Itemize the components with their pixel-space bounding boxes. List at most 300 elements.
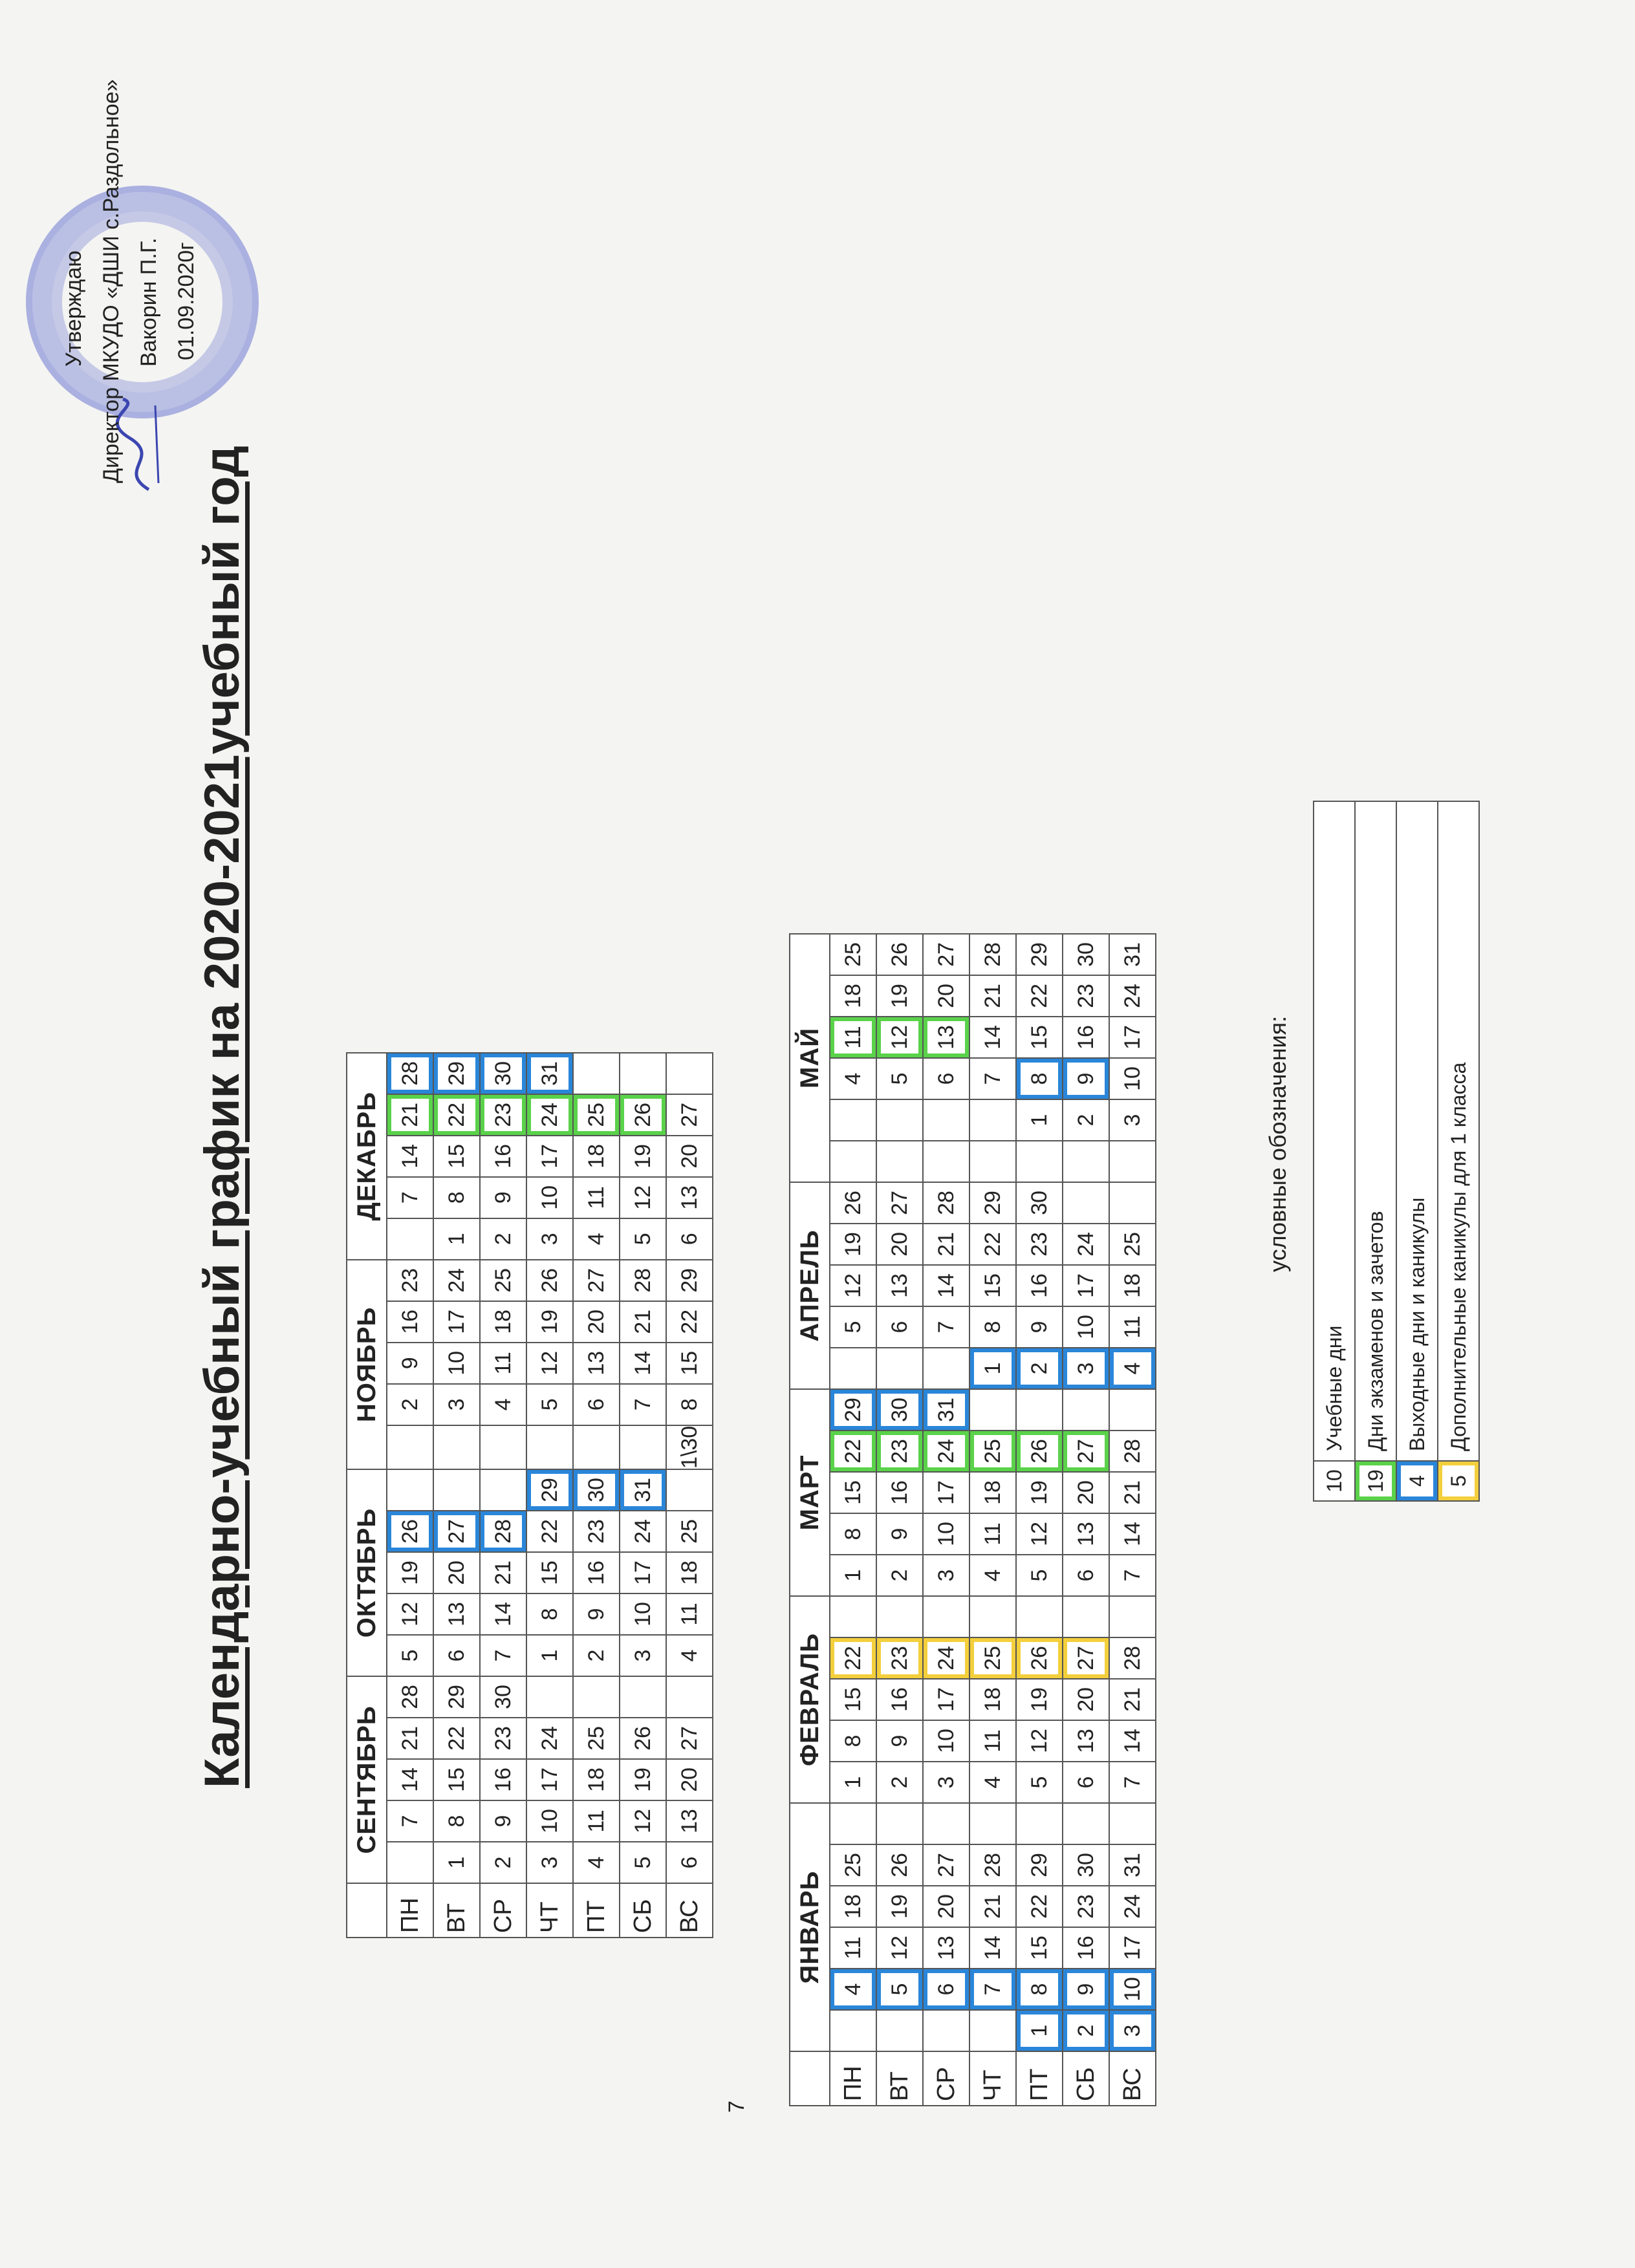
date-cell: 20 — [923, 975, 969, 1017]
month-header: ФЕВРАЛЬ — [790, 1596, 830, 1803]
date-cell — [480, 1425, 526, 1469]
date-cell: 2 — [573, 1635, 620, 1676]
date-cell: 28 — [1109, 1637, 1156, 1679]
weekday-label: ЧТ — [526, 1883, 573, 1938]
date-cell: 28 — [1109, 1431, 1156, 1472]
date-cell — [526, 1676, 573, 1718]
date-cell: 30 — [480, 1053, 526, 1094]
date-cell: 5 — [876, 1969, 923, 2010]
date-cell: 26 — [830, 1182, 876, 1224]
date-cell: 14 — [1109, 1513, 1156, 1555]
date-cell: 23 — [387, 1260, 433, 1301]
date-cell — [480, 1469, 526, 1511]
date-cell: 23 — [573, 1511, 620, 1552]
date-cell — [1063, 1141, 1109, 1182]
date-cell: 5 — [876, 1058, 923, 1099]
date-cell: 26 — [526, 1260, 573, 1301]
date-cell — [876, 1348, 923, 1389]
date-cell: 27 — [573, 1260, 620, 1301]
date-cell — [923, 1596, 969, 1637]
week-row — [876, 934, 923, 2106]
date-cell — [433, 1425, 480, 1469]
date-cell: 9 — [480, 1800, 526, 1842]
date-cell: 22 — [1016, 1886, 1063, 1927]
date-cell: 29 — [969, 1182, 1016, 1224]
legend-caption: условные обозначения: — [1264, 1015, 1291, 1272]
date-cell: 22 — [526, 1511, 573, 1552]
date-cell: 15 — [1016, 1927, 1063, 1969]
weekday-label: СР — [480, 1883, 526, 1938]
legend-sample: 19 — [1355, 1461, 1396, 1501]
date-cell: 30 — [480, 1676, 526, 1718]
date-cell: 23 — [876, 1431, 923, 1472]
date-cell: 25 — [573, 1094, 620, 1136]
date-cell: 16 — [876, 1472, 923, 1513]
date-cell: 27 — [433, 1511, 480, 1552]
date-cell: 12 — [620, 1800, 666, 1842]
date-cell: 27 — [876, 1182, 923, 1224]
date-cell — [876, 1803, 923, 1844]
date-cell: 6 — [1063, 1555, 1109, 1596]
date-cell: 24 — [1109, 1886, 1156, 1927]
date-cell: 17 — [526, 1759, 573, 1800]
date-cell: 22 — [969, 1224, 1016, 1265]
page-number: 7 — [724, 2101, 749, 2113]
date-cell: 9 — [876, 1513, 923, 1555]
date-cell — [1109, 1182, 1156, 1224]
date-cell: 21 — [1109, 1679, 1156, 1720]
date-cell: 16 — [1016, 1265, 1063, 1306]
month-header: ДЕКАБРЬ — [347, 1053, 387, 1260]
date-cell: 28 — [387, 1053, 433, 1094]
date-cell: 15 — [433, 1136, 480, 1177]
date-cell — [573, 1425, 620, 1469]
date-cell: 27 — [923, 934, 969, 975]
date-cell: 4 — [830, 1969, 876, 2010]
page-title: Календарно-учебный график на 2020-2021учебный год — [195, 446, 250, 1788]
date-cell: 14 — [387, 1136, 433, 1177]
date-cell: 4 — [573, 1218, 620, 1260]
date-cell — [830, 2010, 876, 2051]
date-cell — [830, 1596, 876, 1637]
date-cell — [923, 1099, 969, 1141]
date-cell: 24 — [620, 1511, 666, 1552]
date-cell: 17 — [433, 1301, 480, 1343]
date-cell: 30 — [1016, 1182, 1063, 1224]
date-cell — [830, 1803, 876, 1844]
date-cell: 18 — [573, 1759, 620, 1800]
date-cell: 3 — [1109, 2010, 1156, 2051]
week-row — [666, 1053, 713, 1938]
month-header: АПРЕЛЬ — [790, 1182, 830, 1389]
date-cell: 12 — [1016, 1513, 1063, 1555]
date-cell: 25 — [830, 934, 876, 975]
date-cell: 10 — [620, 1593, 666, 1635]
date-cell: 2 — [1063, 2010, 1109, 2051]
date-cell: 26 — [1016, 1431, 1063, 1472]
legend-label: Дни экзаменов и зачетов — [1355, 801, 1396, 1461]
date-cell — [969, 1803, 1016, 1844]
date-cell: 11 — [480, 1343, 526, 1384]
date-cell: 7 — [480, 1635, 526, 1676]
date-cell: 29 — [433, 1053, 480, 1094]
date-cell: 5 — [526, 1384, 573, 1425]
date-cell: 31 — [923, 1389, 969, 1431]
date-cell: 2 — [387, 1384, 433, 1425]
date-cell: 24 — [433, 1260, 480, 1301]
date-cell: 6 — [666, 1842, 713, 1883]
date-cell: 11 — [830, 1017, 876, 1058]
header-corner-cell — [790, 2051, 830, 2106]
date-cell: 27 — [1063, 1431, 1109, 1472]
date-cell: 1 — [526, 1635, 573, 1676]
weekday-label: ПН — [830, 2051, 876, 2106]
date-cell: 15 — [1016, 1017, 1063, 1058]
date-cell: 12 — [830, 1265, 876, 1306]
week-row — [480, 1053, 526, 1938]
date-cell — [969, 1389, 1016, 1431]
date-cell: 6 — [1063, 1762, 1109, 1803]
month-header: МАРТ — [790, 1389, 830, 1596]
date-cell: 1 — [1016, 1099, 1063, 1141]
date-cell: 23 — [1016, 1224, 1063, 1265]
date-cell: 3 — [923, 1762, 969, 1803]
date-cell: 25 — [573, 1718, 620, 1759]
date-cell: 10 — [526, 1177, 573, 1218]
date-cell: 8 — [526, 1593, 573, 1635]
date-cell — [387, 1842, 433, 1883]
date-cell: 16 — [573, 1552, 620, 1593]
date-cell: 4 — [969, 1762, 1016, 1803]
week-row — [1109, 934, 1156, 2106]
date-cell: 2 — [876, 1762, 923, 1803]
approval-line-4: 01.09.2020г — [174, 242, 199, 360]
week-row — [620, 1053, 666, 1938]
month-header: ЯНВАРЬ — [790, 1803, 830, 2051]
date-cell: 20 — [666, 1759, 713, 1800]
date-cell: 28 — [480, 1511, 526, 1552]
date-cell: 1 — [433, 1218, 480, 1260]
week-row — [433, 1053, 480, 1938]
legend-row — [1438, 801, 1479, 1501]
month-header: МАЙ — [790, 934, 830, 1182]
date-cell: 3 — [433, 1384, 480, 1425]
date-cell: 9 — [387, 1343, 433, 1384]
week-row — [830, 934, 876, 2106]
date-cell — [923, 1141, 969, 1182]
date-cell: 1 — [1016, 2010, 1063, 2051]
date-cell: 19 — [830, 1224, 876, 1265]
date-cell: 27 — [666, 1094, 713, 1136]
date-cell: 31 — [526, 1053, 573, 1094]
date-cell — [573, 1053, 620, 1094]
date-cell: 16 — [480, 1759, 526, 1800]
date-cell: 8 — [666, 1384, 713, 1425]
date-cell: 29 — [1016, 934, 1063, 975]
legend-label: Учебные дни — [1314, 801, 1355, 1461]
date-cell: 17 — [1063, 1265, 1109, 1306]
legend-row — [1396, 801, 1438, 1501]
date-cell: 8 — [830, 1513, 876, 1555]
date-cell: 11 — [969, 1513, 1016, 1555]
date-cell: 17 — [923, 1679, 969, 1720]
date-cell: 18 — [969, 1679, 1016, 1720]
date-cell: 25 — [969, 1431, 1016, 1472]
date-cell: 3 — [1109, 1099, 1156, 1141]
date-cell — [1016, 1803, 1063, 1844]
date-cell — [387, 1425, 433, 1469]
date-cell — [666, 1469, 713, 1511]
date-cell: 4 — [666, 1635, 713, 1676]
date-cell: 12 — [387, 1593, 433, 1635]
date-cell: 26 — [876, 1844, 923, 1886]
date-cell: 28 — [923, 1182, 969, 1224]
date-cell: 5 — [1016, 1555, 1063, 1596]
date-cell: 24 — [1063, 1224, 1109, 1265]
date-cell — [1109, 1803, 1156, 1844]
date-cell: 15 — [433, 1759, 480, 1800]
date-cell: 15 — [830, 1679, 876, 1720]
weekday-label: ПТ — [1016, 2051, 1063, 2106]
date-cell — [876, 1596, 923, 1637]
date-cell: 14 — [387, 1759, 433, 1800]
date-cell: 30 — [1063, 934, 1109, 975]
date-cell: 18 — [480, 1301, 526, 1343]
date-cell: 13 — [923, 1017, 969, 1058]
date-cell: 14 — [480, 1593, 526, 1635]
date-cell: 28 — [387, 1676, 433, 1718]
date-cell: 7 — [969, 1058, 1016, 1099]
date-cell: 28 — [969, 1844, 1016, 1886]
date-cell — [1063, 1389, 1109, 1431]
date-cell: 31 — [620, 1469, 666, 1511]
date-cell: 10 — [1109, 1969, 1156, 2010]
date-cell: 3 — [620, 1635, 666, 1676]
date-cell: 8 — [969, 1306, 1016, 1348]
date-cell: 19 — [1016, 1679, 1063, 1720]
date-cell: 26 — [876, 934, 923, 975]
approval-line-1: Утверждаю — [61, 250, 86, 367]
date-cell: 5 — [1016, 1762, 1063, 1803]
date-cell: 6 — [573, 1384, 620, 1425]
month-header: НОЯБРЬ — [347, 1260, 387, 1469]
date-cell: 2 — [480, 1842, 526, 1883]
date-cell: 30 — [876, 1389, 923, 1431]
date-cell — [387, 1218, 433, 1260]
date-cell: 13 — [876, 1265, 923, 1306]
date-cell: 18 — [573, 1136, 620, 1177]
header-corner-cell — [347, 1883, 387, 1938]
date-cell: 4 — [480, 1384, 526, 1425]
date-cell: 2 — [480, 1218, 526, 1260]
date-cell: 30 — [1063, 1844, 1109, 1886]
date-cell: 17 — [526, 1136, 573, 1177]
date-cell: 13 — [573, 1343, 620, 1384]
date-cell: 19 — [387, 1552, 433, 1593]
date-cell: 16 — [480, 1136, 526, 1177]
legend-row — [1314, 801, 1355, 1501]
date-cell: 7 — [1109, 1555, 1156, 1596]
date-cell: 18 — [666, 1552, 713, 1593]
date-cell: 14 — [969, 1017, 1016, 1058]
week-row — [387, 1053, 433, 1938]
date-cell — [969, 1099, 1016, 1141]
date-cell: 22 — [666, 1301, 713, 1343]
date-cell: 9 — [1063, 1058, 1109, 1099]
date-cell: 6 — [876, 1306, 923, 1348]
date-cell: 9 — [1063, 1969, 1109, 2010]
date-cell: 11 — [1109, 1306, 1156, 1348]
date-cell: 17 — [923, 1472, 969, 1513]
date-cell: 6 — [923, 1058, 969, 1099]
date-cell: 26 — [620, 1094, 666, 1136]
date-cell: 1 — [830, 1762, 876, 1803]
date-cell — [1109, 1389, 1156, 1431]
date-cell: 24 — [923, 1637, 969, 1679]
date-cell: 21 — [969, 975, 1016, 1017]
weekday-label: СБ — [620, 1883, 666, 1938]
date-cell: 10 — [433, 1343, 480, 1384]
date-cell: 1 — [830, 1555, 876, 1596]
date-cell: 29 — [526, 1469, 573, 1511]
date-cell — [666, 1676, 713, 1718]
date-cell: 8 — [1016, 1969, 1063, 2010]
date-cell: 12 — [620, 1177, 666, 1218]
date-cell — [876, 2010, 923, 2051]
date-cell: 11 — [969, 1720, 1016, 1762]
date-cell: 21 — [387, 1094, 433, 1136]
date-cell: 18 — [1109, 1265, 1156, 1306]
date-cell: 29 — [830, 1389, 876, 1431]
date-cell: 10 — [1109, 1058, 1156, 1099]
date-cell: 25 — [969, 1637, 1016, 1679]
date-cell: 25 — [666, 1511, 713, 1552]
date-cell: 20 — [1063, 1679, 1109, 1720]
weekday-label: ЧТ — [969, 2051, 1016, 2106]
date-cell: 19 — [620, 1759, 666, 1800]
date-cell: 22 — [433, 1718, 480, 1759]
date-cell: 24 — [526, 1094, 573, 1136]
date-cell: 8 — [830, 1720, 876, 1762]
date-cell: 22 — [433, 1094, 480, 1136]
date-cell — [433, 1469, 480, 1511]
date-cell: 6 — [666, 1218, 713, 1260]
date-cell: 2 — [1063, 1099, 1109, 1141]
date-cell — [1109, 1596, 1156, 1637]
weekday-label: ВТ — [876, 2051, 923, 2106]
date-cell: 25 — [830, 1844, 876, 1886]
date-cell: 9 — [573, 1593, 620, 1635]
date-cell: 12 — [526, 1343, 573, 1384]
date-cell: 20 — [923, 1886, 969, 1927]
date-cell — [526, 1425, 573, 1469]
date-cell: 10 — [526, 1800, 573, 1842]
date-cell: 19 — [876, 975, 923, 1017]
date-cell: 5 — [830, 1306, 876, 1348]
date-cell: 14 — [620, 1343, 666, 1384]
weekday-label: ПН — [387, 1883, 433, 1938]
date-cell — [923, 1803, 969, 1844]
weekday-label: ВТ — [433, 1883, 480, 1938]
date-cell: 1 — [969, 1348, 1016, 1389]
date-cell — [876, 1141, 923, 1182]
date-cell: 26 — [620, 1718, 666, 1759]
date-cell: 15 — [666, 1343, 713, 1384]
date-cell: 16 — [1063, 1927, 1109, 1969]
month-header-row — [790, 934, 830, 2106]
week-row — [573, 1053, 620, 1938]
date-cell: 28 — [969, 934, 1016, 975]
date-cell: 23 — [1063, 1886, 1109, 1927]
date-cell: 7 — [923, 1306, 969, 1348]
week-row — [526, 1053, 573, 1938]
date-cell: 13 — [1063, 1513, 1109, 1555]
week-row — [1063, 934, 1109, 2106]
date-cell: 18 — [969, 1472, 1016, 1513]
date-cell: 16 — [876, 1679, 923, 1720]
date-cell: 20 — [433, 1552, 480, 1593]
date-cell: 2 — [876, 1555, 923, 1596]
date-cell: 18 — [830, 975, 876, 1017]
date-cell — [387, 1469, 433, 1511]
date-cell: 30 — [573, 1469, 620, 1511]
date-cell: 10 — [923, 1720, 969, 1762]
date-cell: 14 — [923, 1265, 969, 1306]
date-cell: 25 — [1109, 1224, 1156, 1265]
date-cell: 15 — [526, 1552, 573, 1593]
date-cell — [1016, 1596, 1063, 1637]
weekday-label: СБ — [1063, 2051, 1109, 2106]
date-cell — [830, 1099, 876, 1141]
date-cell: 24 — [1109, 975, 1156, 1017]
date-cell: 19 — [526, 1301, 573, 1343]
date-cell — [620, 1425, 666, 1469]
date-cell: 17 — [1109, 1017, 1156, 1058]
week-row — [923, 934, 969, 2106]
date-cell: 13 — [923, 1927, 969, 1969]
date-cell: 13 — [1063, 1720, 1109, 1762]
date-cell: 19 — [1016, 1472, 1063, 1513]
date-cell: 7 — [620, 1384, 666, 1425]
date-cell — [1063, 1182, 1109, 1224]
date-cell: 24 — [923, 1431, 969, 1472]
date-cell: 4 — [830, 1058, 876, 1099]
date-cell: 23 — [1063, 975, 1109, 1017]
date-cell: 11 — [573, 1177, 620, 1218]
legend-sample: 5 — [1438, 1461, 1479, 1501]
date-cell: 10 — [1063, 1306, 1109, 1348]
date-cell: 10 — [923, 1513, 969, 1555]
date-cell: 12 — [876, 1927, 923, 1969]
date-cell: 4 — [573, 1842, 620, 1883]
date-cell: 7 — [1109, 1762, 1156, 1803]
date-cell: 3 — [526, 1218, 573, 1260]
date-cell: 5 — [620, 1842, 666, 1883]
date-cell: 9 — [1016, 1306, 1063, 1348]
date-cell: 11 — [830, 1927, 876, 1969]
week-row — [969, 934, 1016, 2106]
date-cell — [1063, 1803, 1109, 1844]
date-cell: 29 — [433, 1676, 480, 1718]
date-cell: 13 — [666, 1177, 713, 1218]
date-cell: 11 — [573, 1800, 620, 1842]
weekday-label: ВС — [1109, 2051, 1156, 2106]
date-cell: 21 — [387, 1718, 433, 1759]
date-cell: 8 — [1016, 1058, 1063, 1099]
date-cell: 31 — [1109, 1844, 1156, 1886]
date-cell — [969, 1141, 1016, 1182]
date-cell: 27 — [1063, 1637, 1109, 1679]
